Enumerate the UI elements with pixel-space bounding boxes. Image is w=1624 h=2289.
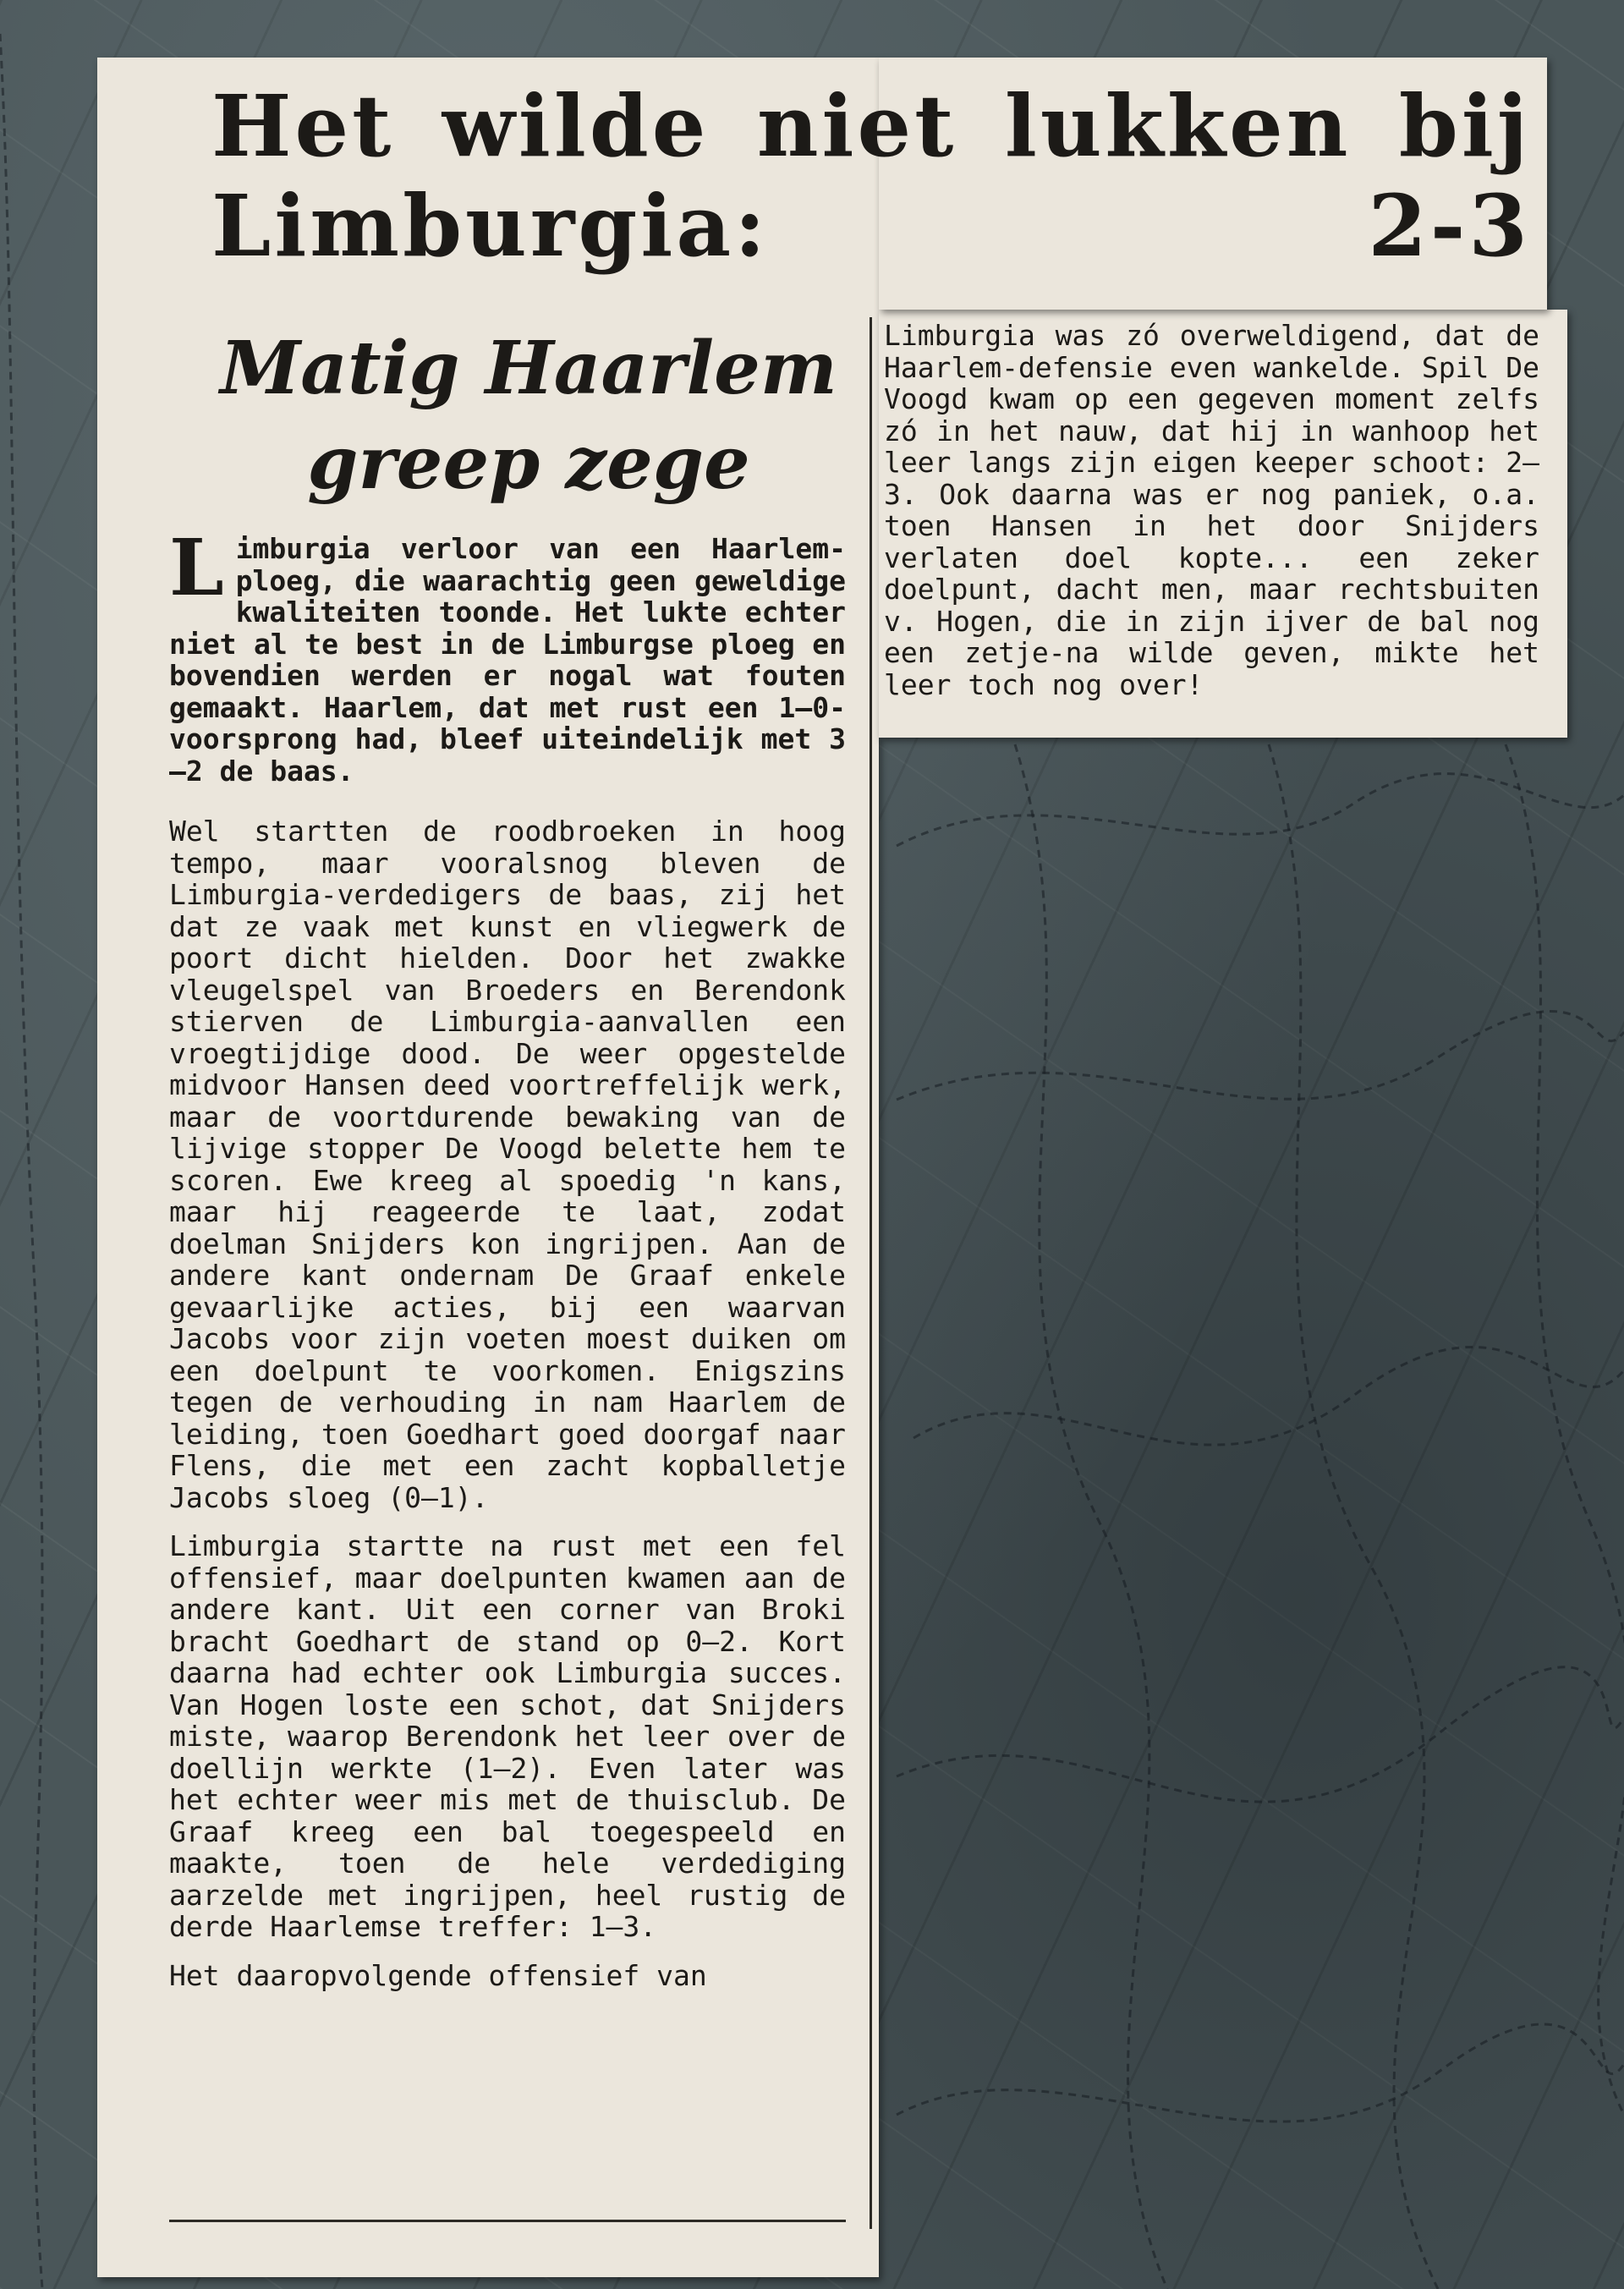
article-right-column <box>884 320 1539 700</box>
continuation-paragraph: Limburgia was zó overweldigend, dat de Haarlem-defensie even wankelde. Spil De Voogd kwam op een gegeven moment zelfs zó in het nauw, dat hij in wanhoop het leer langs zijn eigen keeper schoot: 2—3. Ook daarna was er nog paniek, o.a. toen Hansen in het door Snijders verlaten doel kopte... een zeker doelpunt, dacht men, maar rechtsbuiten v. Hogen, die in zijn ijver de bal nog een zetje-na wilde geven, mikte het leer toch nog over! <box>884 319 1539 701</box>
drop-cap: L <box>169 522 224 613</box>
article-headline: Het wilde niet lukken bij Limburgia: 2-3 <box>211 76 1531 276</box>
lead-paragraph <box>169 522 846 788</box>
body-paragraph: Wel startten de roodbroeken in hoog tempo, maar vooralsnog bleven de Limburgia-verdedigers de baas, zij het dat ze vaak met kunst en vliegwerk de poort dicht hielden. Door het zwakke vleugelspel van Broeders en Berendonk stierven de Limburgia-aanvallen een vroegtijdige dood. De weer opgestelde midvoor Hansen deed voortreffelijk werk, maar de voortdurende bewaking van de lijvige stopper De Voogd belette hem te scoren. Ewe kreeg al spoedig 'n kans, maar hij reageerde te laat, zodat doelman Snijders kon ingrijpen. Aan de andere kant ondernam De Graaf enkele gevaarlijke acties, bij een waarvan Jacobs voor zijn voeten moest duiken om een doelpunt te voorkomen. Enigszins tegen de verhouding in nam Haarlem de leiding, toen Goedhart goed doorgaf naar Flens, die met een zacht kopballetje Jacobs sloeg (0—1). <box>169 815 846 1514</box>
body-paragraph: Limburgia startte na rust met een fel offensief, maar doelpunten kwamen aan de andere kant. Uit een corner van Broki bracht Goedhart de stand op 0—2. Kort daarna had echter ook Limburgia succes. Van Hogen loste een schot, dat Snijders miste, waarop Berendonk het leer over de doellijn werkte (1—2). Even later was het echter weer mis met de thuisclub. De Graaf kreeg een bal toegespeeld en maakte, toen de hele verdediging aarzelde met ingrijpen, heel rustig de derde Haarlemse treffer: 1—3. <box>169 1529 846 1943</box>
column-divider <box>870 317 872 2229</box>
article-end-rule <box>169 2220 846 2222</box>
body-paragraph: Het daaropvolgende offensief van <box>169 1958 707 1992</box>
article-left-column <box>169 522 846 2008</box>
article-subheadline: Matig Haarlem greep zege <box>220 326 837 506</box>
lead-text: imburgia verloor van een Haarlem-ploeg, die waarachtig geen geweldige kwaliteiten toonde. Het lukte echter niet al te best in de Limburgse ploeg en bovendien werden er nogal wat fouten gemaakt. Haarlem, dat met rust een 1—0-voorsprong had, bleef uiteindelijk met 3—2 de baas. <box>169 532 846 788</box>
